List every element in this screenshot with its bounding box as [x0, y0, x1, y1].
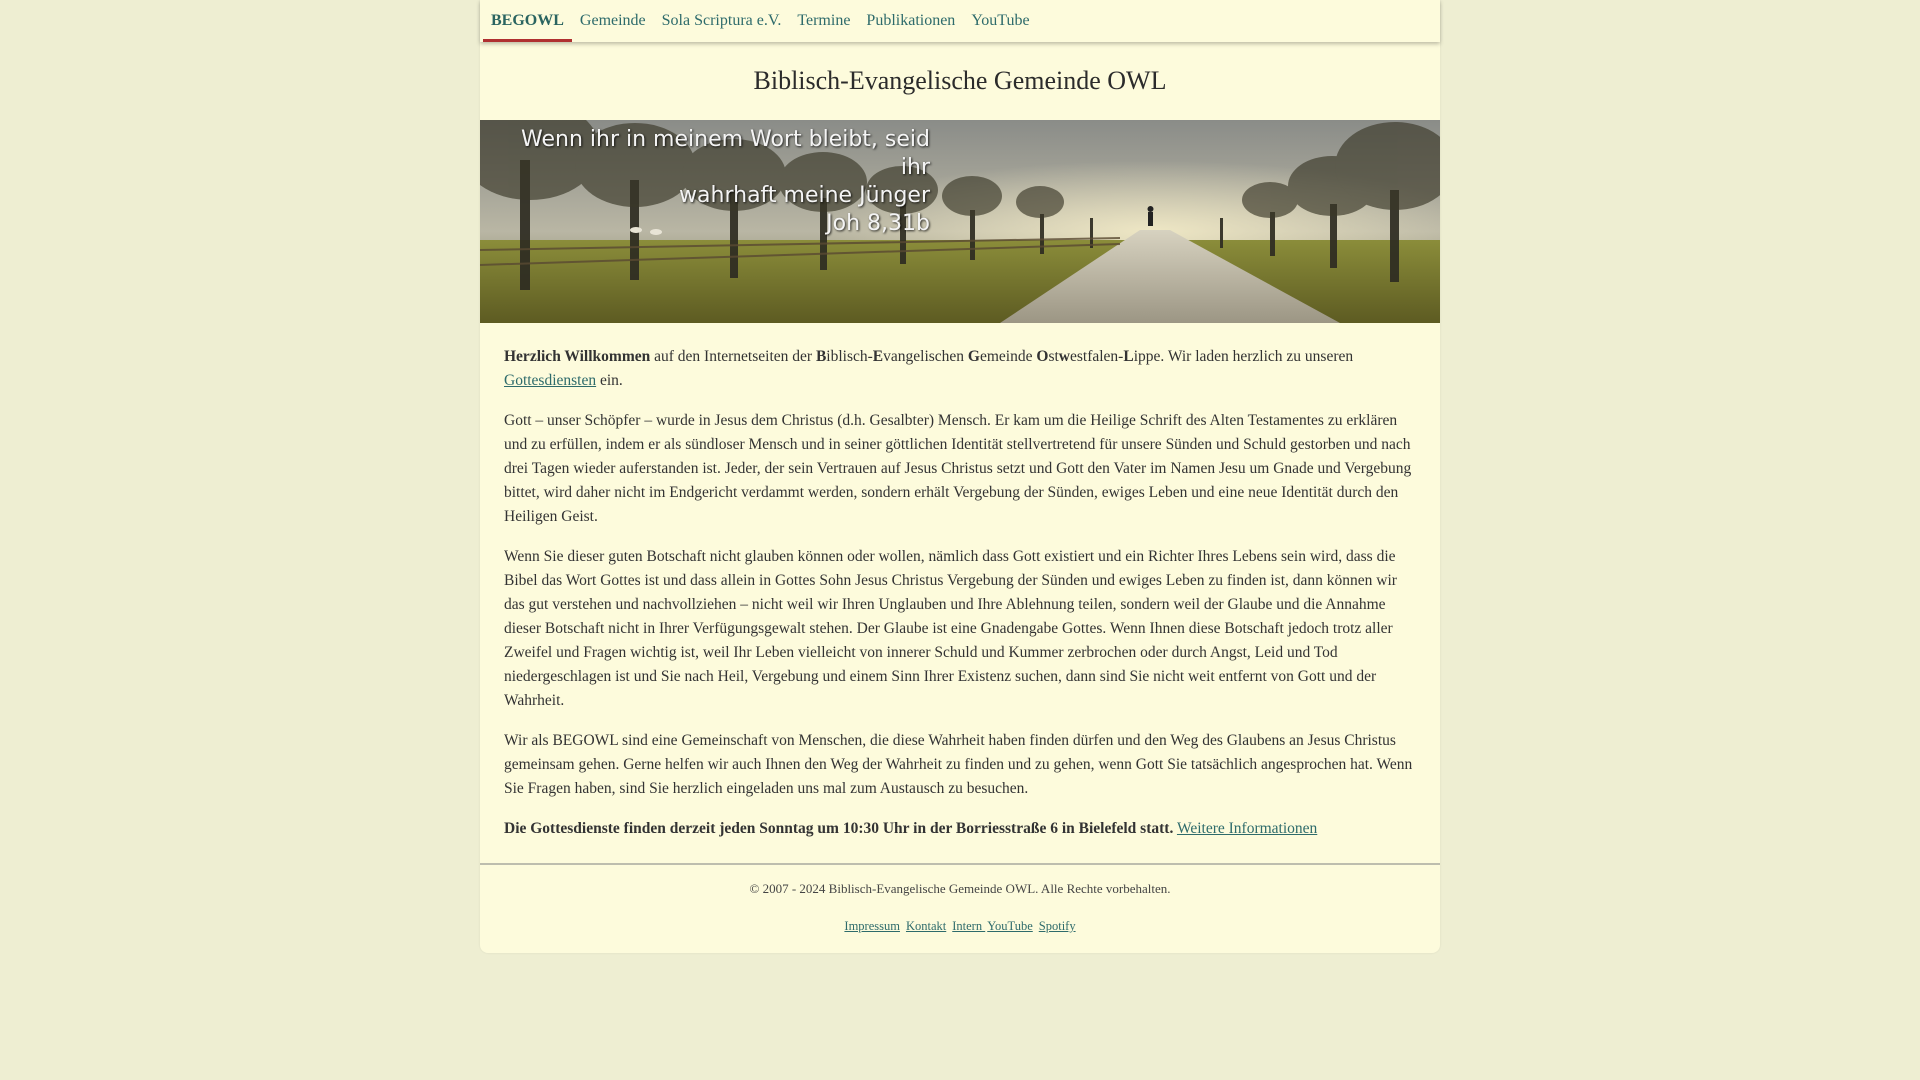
banner-quote-line-2: wahrhaft meine Jünger — [679, 183, 930, 208]
footer-link-spotify[interactable]: Spotify — [1038, 919, 1076, 933]
welcome-heading: Herzlich Willkommen — [504, 348, 651, 365]
banner-image — [480, 120, 1440, 323]
nav-item-termine[interactable]: Termine — [797, 12, 851, 29]
banner-quote-reference: Joh 8,31b — [826, 211, 930, 236]
more-info-link[interactable]: Weitere Informationen — [1176, 820, 1318, 837]
intro-text: emeinde — [979, 348, 1037, 365]
copyright-text: © 2007 - 2024 Biblisch-Evangelische Gemeinde OWL. Alle Rechte vorbehalten. — [749, 881, 1171, 896]
footer — [480, 863, 1440, 953]
nav-item-gemeinde[interactable]: Gemeinde — [579, 12, 646, 29]
service-info-paragraph — [504, 817, 1416, 841]
nav-item-publikationen[interactable]: Publikationen — [866, 12, 956, 29]
intro-paragraph — [504, 345, 1416, 393]
banner-quote — [494, 126, 930, 238]
site-title: Biblisch-Evangelische Gemeinde OWL — [753, 66, 1167, 95]
community-paragraph: Wir als BEGOWL sind eine Gemeinschaft von Menschen, die diese Wahrheit haben finden dürfen und den Weg des Glaubens an Jesus Christus gemeinsam gehen. Gerne helfen wir auch Ihnen den Weg der Wahrheit zu finden und zu gehen, wenn Gott Sie tatsächlich angesprochen hat. Wenn Sie Fragen haben, sind Sie herzlich eingeladen uns mal zum Austausch zu besuchen. — [504, 732, 1413, 797]
footer-link-intern[interactable]: Intern — [952, 919, 986, 933]
intro-text: ein. — [596, 372, 623, 389]
intro-text: iblisch- — [826, 348, 873, 365]
acronym-letter: O — [1036, 348, 1049, 365]
intro-text: auf den Internetseiten der — [650, 348, 816, 365]
acronym-letter: G — [967, 348, 980, 365]
main-nav — [480, 0, 1440, 42]
acronym-letter: w — [1058, 348, 1070, 365]
footer-link-kontakt[interactable]: Kontakt — [905, 919, 947, 933]
main-content — [480, 323, 1440, 863]
service-info-text: Die Gottesdienste finden derzeit jeden Sonntag um 10:30 Uhr in der Borriesstraße 6 in Bielefeld statt. — [504, 820, 1174, 837]
intro-text: ippe. Wir laden herzlich zu unseren — [1133, 348, 1354, 365]
page-container — [480, 0, 1440, 953]
footer-link-impressum[interactable]: Impressum — [844, 919, 900, 933]
acronym-letter: E — [872, 348, 884, 365]
invitation-paragraph: Wenn Sie dieser guten Botschaft nicht glauben können oder wollen, nämlich dass Gott existiert und ein Richter Ihres Lebens sein wird, dass die Bibel das Wort Gottes ist und dass allein in Gottes Sohn Jesus Christus Vergebung der Sünden und ewiges Leben zu finden ist, dann können wir das gut verstehen und nachvollziehen – nicht weil wir Ihren Unglauben und Ihre Ablehnung teilen, sondern weil der Glaube und die Annahme dieser Botschaft nicht in Ihrer Verfügungsgewalt stehen. Der Glaube ist eine Gnadengabe Gottes. Wenn Ihnen diese Botschaft jedoch trotz aller Zweifel und Fragen wichtig ist, weil Ihr Leben vielleicht von innerer Schuld und Kummer zerbrochen oder durch Angst, Leid und Tod niedergeschlagen ist und Sie nach Heil, Vergebung und einem Sinn Ihrer Existenz suchen, dann sind Sie nicht weit entfernt von Gott und der Wahrheit. — [504, 548, 1397, 709]
footer-link-youtube[interactable]: YouTube — [987, 919, 1033, 933]
acronym-letter: B — [815, 348, 827, 365]
gospel-paragraph: Gott – unser Schöpfer – wurde in Jesus dem Christus (d.h. Gesalbter) Mensch. Er kam um die Heilige Schrift des Alten Testamentes zu erklären und zu erfüllen, indem er als sündloser Mensch und in seiner göttlichen Identität stellvertretend für unsere Sünden und Schuld gestorben und nach drei Tagen wieder auferstanden ist. Jeder, der sein Vertrauen auf Jesus Christus setzt und Gott den Vater im Namen Jesu um Gnade und Vergebung bittet, wird daher nicht im Endgericht verdammt werden, sondern erhält Vergebung der Sünden, ewiges Leben und eine neue Identität durch den Heiligen Geist. — [504, 412, 1412, 525]
acronym-letter: L — [1123, 348, 1134, 365]
intro-text: vangelischen — [883, 348, 968, 365]
nav-item-sola-scriptura[interactable]: Sola Scriptura e.V. — [661, 12, 782, 29]
nav-item-youtube[interactable]: YouTube — [971, 12, 1030, 29]
nav-item-begowl[interactable]: BEGOWL — [483, 3, 572, 42]
gottesdienste-link[interactable]: Gottesdiensten — [504, 372, 597, 389]
intro-text: estfalen- — [1069, 348, 1124, 365]
footer-links — [480, 917, 1440, 935]
intro-text: st — [1048, 348, 1059, 365]
banner-quote-line-1: Wenn ihr in meinem Wort bleibt, seid ihr — [521, 127, 930, 180]
